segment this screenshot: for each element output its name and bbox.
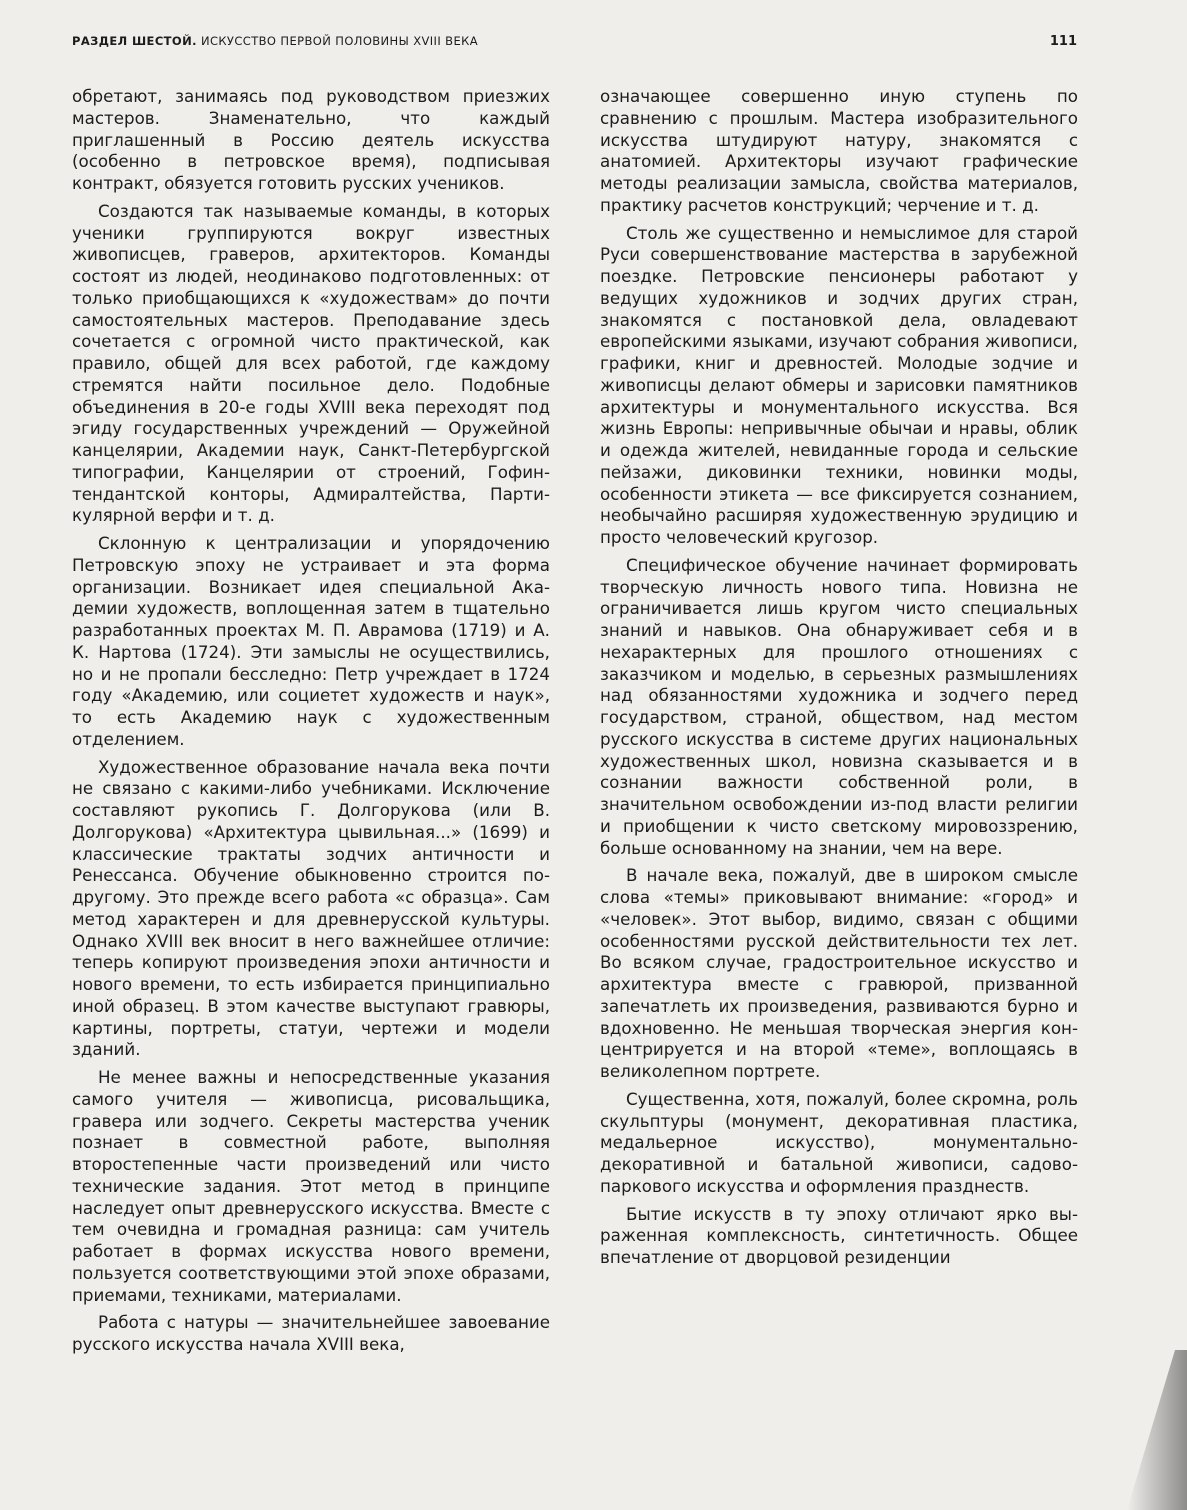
section-label: РАЗДЕЛ ШЕСТОЙ. xyxy=(72,34,197,48)
paragraph: Склонную к централизации и упорядочению Петровскую эпоху не устраивает и эта форма организации. Возникает идея специальной Академии художеств, воплощенная затем в тщательно разработанных проектах М. П. Аврамова (1719) и А. К. Нартова (1724). Эти замыслы не осуществились, но и не пропали бесследно: Петр учреждает в 1724 году «Академию, или социетет художеств и наук», то есть Академию наук с художественным отделением. xyxy=(72,533,550,749)
running-head-title xyxy=(72,34,478,48)
paragraph: В начале века, пожалуй, две в широком смысле слова «темы» приковывают внимание: «город» и «человек». Этот выбор, видимо, связан с общими особенностями русской действительности тех лет. Во всяком случае, градостроительное искусство и архитектура вместе с гравюрой, призванной запечатлеть их произведения, развиваются бурно и вдохновенно. Не меньшая творческая энергия концентрируется и на второй «теме», воплощаясь в великолепном портрете. xyxy=(600,865,1078,1081)
right-column xyxy=(600,86,1078,1269)
paragraph: означающее совершенно иную ступень по сравнению с прошлым. Мастера изобразительного искусства штудируют натуру, знакомятся с анатомией. Архитекторы изучают графические методы реализации замысла, свойства материалов, практику расчетов конструкций; черчение и т. д. xyxy=(600,86,1078,215)
paragraph: Не менее важны и непосредственные указания самого учителя — живописца, рисовальщика, гравера или зодчего. Секреты мастерства ученик познает в совместной работе, выполняя второстепенные части произведений или чисто технические задания. Этот метод в принципе наследует опыт древнерусского искусства. Вместе с тем очевидна и громадная разница: сам учитель работает в формах искусства нового времени, пользуется соответствующими этой эпохе образами, приемами, техниками, материалами. xyxy=(72,1067,550,1305)
left-column xyxy=(72,86,550,1356)
page-number: 111 xyxy=(1049,34,1077,49)
paragraph: Столь же существенно и немыслимое для старой Руси совершенствование мастерства в зарубежной поездке. Петровские пенсионеры работают у ведущих художников и зодчих других стран, знакомятся с постановкой дела, овладевают европейскими языками, изучают собрания живописи, графики, книг и древностей. Молодые зодчие и живописцы делают обмеры и зарисовки памятников архитектуры и монументального искусства. Вся жизнь Европы: непривычные обычаи и нравы, облик и одежда жителей, невиданные города и сельские пейзажи, диковинки техники, новинки моды, особенности этикета — все фиксируется сознанием, необычайно расширяя художественную эрудицию и просто человеческий кругозор. xyxy=(600,222,1078,547)
paragraph: Специфическое обучение начинает формировать творческую личность нового типа. Новизна не ограничивается лишь кругом чисто специальных знаний и навыков. Она обнаруживает себя и в нехарактерных для прошлого отношениях с заказчиком и моделью, в серьезных размышлениях над обязанностями художника и зодчего перед государством, страной, обществом, над местом русского искусства в системе других национальных художественных школ, новизна сказывается и в сознании важности собственной роли, в значительном освобождении из-под власти религии и приобщении к чисто светскому мировоззрению, больше основанному на знании, чем на вере. xyxy=(600,554,1078,858)
page-edge-shadow xyxy=(1127,1350,1187,1510)
paragraph: Существенна, хотя, пожалуй, более скромна, роль скульптуры (монумент, декоративная пластика, медальерное искусство), монументально-декоративной и батальной живописи, садово-паркового искусства и оформления празднеств. xyxy=(600,1088,1078,1196)
paragraph: обретают, занимаясь под руководством приезжих мастеров. Знаменательно, что каждый приглашенный в Россию деятель искусства (особенно в петровское время), подписывая контракт, обязуется готовить русских учеников. xyxy=(72,86,550,193)
section-title: ИСКУССТВО ПЕРВОЙ ПОЛОВИНЫ XVIII ВЕКА xyxy=(200,34,478,48)
paragraph: Работа с натуры — значительнейшее завоевание русского искусства начала XVIII века, xyxy=(72,1312,550,1354)
paragraph: Бытие искусств в ту эпоху отличают ярко выраженная комплексность, синтетичность. Общее впечатление от дворцовой резиденции xyxy=(600,1203,1078,1267)
running-head xyxy=(72,34,1077,54)
paragraph: Создаются так называемые команды, в которых ученики группируются вокруг известных живописцев, граверов, архитекторов. Команды состоят из людей, неодинаково подготовленных: от только приобщающихся к «художествам» до почти самостоятельных мастеров. Преподавание здесь сочетается с огромной чисто практической, как правило, общей для всех работой, где каждому стремятся найти посильное дело. Подобные объединения в 20-е годы XVIII века переходят под эгиду государственных учреждений — Оружейной канцелярии, Академии наук, Санкт-Петербургской типографии, Канцелярии от строений, Гофинтендантской конторы, Адмиралтейства, Партикулярной верфи и т. д. xyxy=(72,200,550,526)
paragraph: Художественное образование начала века почти не связано с какими-либо учебниками. Исключение составляют рукопись Г. Долгорукова (или В. Долгорукова) «Архитектура цывильная...» (1699) и классические трактаты зодчих античности и Ренессанса. Обучение обыкновенно строится по-другому. Это прежде всего работа «с образца». Сам метод характерен и для древнерусской культуры. Однако XVIII век вносит в него важнейшее отличие: теперь копируют произведения эпохи античности и нового времени, то есть избирается принципиально иной образец. В этом качестве выступают гравюры, картины, портреты, статуи, чертежи и модели зданий. xyxy=(72,756,550,1060)
